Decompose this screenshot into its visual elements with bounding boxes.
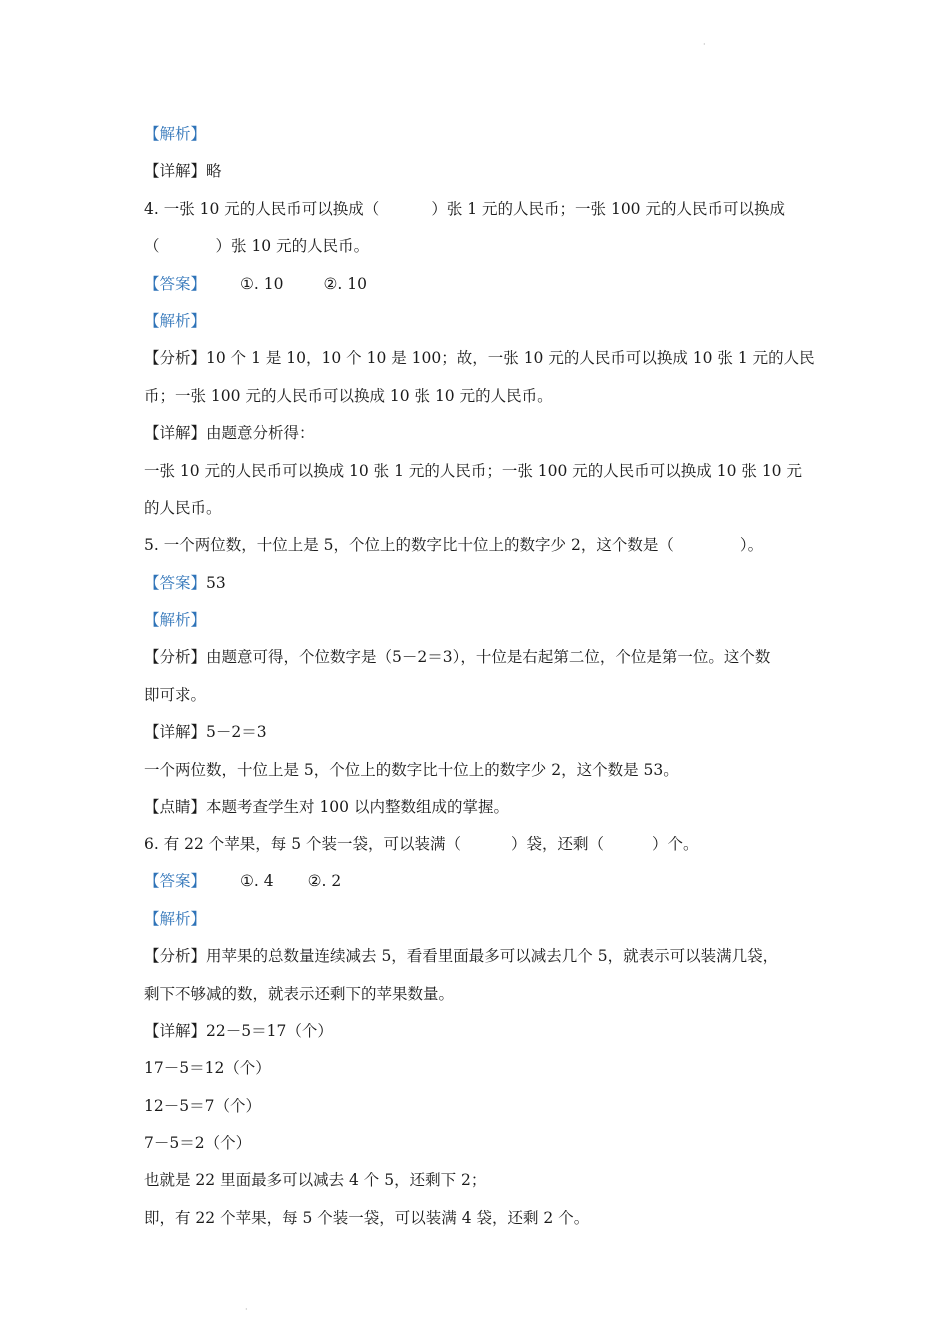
q6-answer-line xyxy=(144,871,341,891)
q4-analysis-label: 【解析】 xyxy=(144,312,207,330)
q5-fenxi-text1: 由题意可得，个位数字是（5－2＝3），十位是右起第二位，个位是第一位。这个数 xyxy=(206,648,771,666)
analysis-label: 【解析】 xyxy=(144,125,207,143)
q4-detail-text: 由题意分析得： xyxy=(206,424,315,442)
q4-answer-2: ②. 10 xyxy=(323,275,367,293)
q4-detail-body2-text: 的人民币。 xyxy=(144,499,222,517)
q5-answer-line xyxy=(144,573,226,593)
q6-number: 6. xyxy=(144,835,159,853)
q6-question-line xyxy=(144,834,699,854)
q4-question-line2 xyxy=(144,236,369,256)
q6-answer-2: ②. 2 xyxy=(307,872,342,890)
q5-number: 5. xyxy=(144,536,159,554)
q6-conclusion-1 xyxy=(144,1170,486,1190)
q5-comment-text: 本题考查学生对 100 以内整数组成的掌握。 xyxy=(206,798,509,816)
q5-detail-text: 5－2＝3 xyxy=(206,723,267,741)
q6-answer-1: ①. 4 xyxy=(240,872,274,890)
q5-text-a: 一个两位数，十位上是 5，个位上的数字比十位上的数字少 2，这个数是（ xyxy=(163,536,674,554)
q5-question-line xyxy=(144,535,763,555)
q5-fenxi-label: 【分析】 xyxy=(144,648,207,666)
q4-fenxi-label: 【分析】 xyxy=(144,349,207,367)
q6-analysis-label: 【解析】 xyxy=(144,910,207,928)
q6-text-b: ）袋，还剩（ xyxy=(511,835,605,853)
q6-fenxi-line1 xyxy=(144,946,778,966)
q6-conclusion-1-text: 也就是 22 里面最多可以减去 4 个 5，还剩下 2； xyxy=(144,1171,487,1189)
q6-detail-label: 【详解】 xyxy=(144,1022,207,1040)
q4-detail-line xyxy=(144,423,315,443)
q4-detail-label: 【详解】 xyxy=(144,424,207,442)
q4-detail-body2 xyxy=(144,498,222,518)
q5-analysis-line xyxy=(144,610,206,630)
q5-detail-body xyxy=(144,760,679,780)
q5-fenxi-line2 xyxy=(144,685,206,705)
q5-text-b: ）。 xyxy=(739,536,764,554)
q4-text-c: （ xyxy=(144,237,160,255)
q6-step-4 xyxy=(144,1133,251,1153)
q4-fenxi-text1: 10 个 1 是 10，10 个 10 是 100；故，一张 10 元的人民币可以换成 10 张 1 元的人民 xyxy=(206,349,815,367)
q5-fenxi-line1 xyxy=(144,647,770,667)
q4-analysis-line xyxy=(144,311,206,331)
q6-conclusion-2 xyxy=(144,1208,589,1228)
q6-step-2 xyxy=(144,1058,271,1078)
q6-detail-text: 22－5＝17（个） xyxy=(206,1022,333,1040)
q6-step-3 xyxy=(144,1096,261,1116)
q4-answer-line xyxy=(144,274,367,294)
q6-fenxi-text1: 用苹果的总数量连续减去 5，看看里面最多可以减去几个 5，就表示可以装满几袋， xyxy=(206,947,779,965)
q5-detail-label: 【详解】 xyxy=(144,723,207,741)
q5-fenxi-text2: 即可求。 xyxy=(144,686,207,704)
q4-detail-body1-text: 一张 10 元的人民币可以换成 10 张 1 元的人民币；一张 100 元的人民币可以换成 10 张 10 元 xyxy=(144,462,802,480)
q5-detail-line xyxy=(144,722,267,742)
detail-line xyxy=(144,161,222,181)
q4-number: 4. xyxy=(144,200,159,218)
analysis-heading xyxy=(144,124,206,144)
q4-detail-body1 xyxy=(144,461,802,481)
q6-fenxi-label: 【分析】 xyxy=(144,947,207,965)
q6-text-a: 有 22 个苹果，每 5 个装一袋，可以装满（ xyxy=(163,835,462,853)
q5-comment-line xyxy=(144,797,509,817)
q6-step-2-text: 17－5＝12（个） xyxy=(144,1059,271,1077)
detail-label: 【详解】 xyxy=(144,162,207,180)
q4-answer-label: 【答案】 xyxy=(144,275,207,293)
page-mark-bottom: · xyxy=(245,1305,248,1314)
q6-detail-line xyxy=(144,1021,333,1041)
q5-answer-label: 【答案】 xyxy=(144,574,207,592)
q4-fenxi-line1 xyxy=(144,348,815,368)
q4-fenxi-line2 xyxy=(144,386,553,406)
q6-analysis-line xyxy=(144,909,206,929)
q5-detail-body-text: 一个两位数，十位上是 5，个位上的数字比十位上的数字少 2，这个数是 53。 xyxy=(144,761,679,779)
q4-text-a: 一张 10 元的人民币可以换成（ xyxy=(163,200,380,218)
q6-step-3-text: 12－5＝7（个） xyxy=(144,1097,261,1115)
q4-fenxi-text2: 币；一张 100 元的人民币可以换成 10 张 10 元的人民币。 xyxy=(144,387,553,405)
q5-analysis-label: 【解析】 xyxy=(144,611,207,629)
detail-text: 略 xyxy=(206,162,222,180)
q6-answer-label: 【答案】 xyxy=(144,872,207,890)
q6-conclusion-2-text: 即，有 22 个苹果，每 5 个装一袋，可以装满 4 袋，还剩 2 个。 xyxy=(144,1209,590,1227)
q4-answer-1: ①. 10 xyxy=(240,275,284,293)
q5-comment-label: 【点睛】 xyxy=(144,798,207,816)
q4-text-d: ）张 10 元的人民币。 xyxy=(215,237,370,255)
q6-step-4-text: 7－5＝2（个） xyxy=(144,1134,252,1152)
q4-question-line1 xyxy=(144,199,785,219)
q5-answer: 53 xyxy=(206,574,226,592)
q6-fenxi-line2 xyxy=(144,984,454,1004)
page-mark: · xyxy=(703,40,706,49)
q4-text-b: ）张 1 元的人民币；一张 100 元的人民币可以换成 xyxy=(431,200,785,218)
q6-fenxi-text2: 剩下不够减的数，就表示还剩下的苹果数量。 xyxy=(144,985,455,1003)
q6-text-c: ）个。 xyxy=(652,835,699,853)
